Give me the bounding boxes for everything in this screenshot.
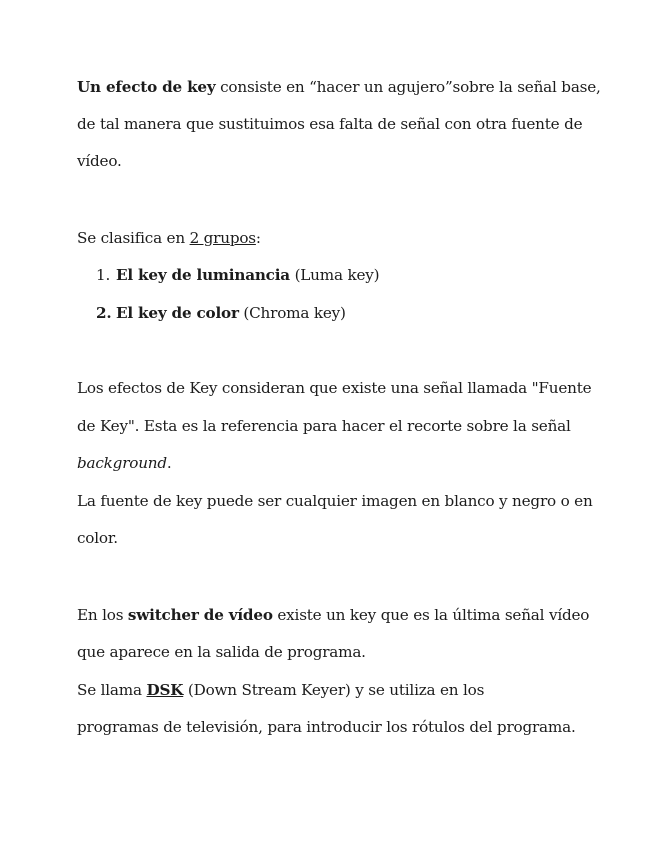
classification-intro bbox=[77, 228, 261, 248]
classification-prefix: Se clasifica en bbox=[77, 229, 190, 247]
list-item bbox=[96, 265, 379, 285]
paragraph3-line4: programas de televisión, para introducir los rótulos del programa. bbox=[77, 718, 576, 736]
paragraph3-line1-prefix: En los bbox=[77, 606, 128, 624]
paragraph1-line1 bbox=[77, 77, 601, 97]
classification-groups: 2 grupos bbox=[189, 229, 256, 247]
paragraph2-line1: Los efectos de Key consideran que existe una señal llamada "Fuente bbox=[77, 379, 592, 397]
paragraph3-line1-rest: existe un key que es la última señal vídeo bbox=[272, 606, 590, 624]
list-item-number: 1. bbox=[96, 266, 111, 284]
list-item-rest: (Luma key) bbox=[289, 266, 380, 284]
paragraph1-line3: vídeo. bbox=[77, 152, 122, 170]
paragraph2-line5: color. bbox=[77, 529, 118, 547]
classification-suffix: : bbox=[255, 229, 261, 247]
paragraph3-line3-rest: (Down Stream Keyer) y se utiliza en los bbox=[183, 681, 485, 699]
paragraph2-line2: de Key". Esta es la referencia para hacer el recorte sobre la señal bbox=[77, 417, 571, 435]
paragraph3-line1 bbox=[77, 605, 589, 625]
paragraph2-line4: La fuente de key puede ser cualquier imagen en blanco y negro o en bbox=[77, 492, 593, 510]
key-effect-term: Un efecto de key bbox=[77, 78, 216, 96]
paragraph1-line1-rest: consiste en “hacer un agujero”sobre la señal base, bbox=[215, 78, 601, 96]
background-term: background bbox=[77, 454, 167, 472]
list-item-number: 2. bbox=[96, 304, 112, 322]
paragraph3-line3 bbox=[77, 680, 484, 700]
list-item-term: El key de luminancia bbox=[116, 266, 290, 284]
dsk-term: DSK bbox=[146, 681, 184, 699]
paragraph2-line3-rest: . bbox=[166, 454, 172, 472]
switcher-term: switcher de vídeo bbox=[127, 606, 273, 624]
list-item bbox=[96, 303, 346, 323]
paragraph1-line2: de tal manera que sustituimos esa falta de señal con otra fuente de bbox=[77, 115, 583, 133]
paragraph3-line3-prefix: Se llama bbox=[77, 681, 147, 699]
list-item-rest: (Chroma key) bbox=[238, 304, 346, 322]
list-item-term: El key de color bbox=[116, 304, 239, 322]
paragraph2-line3 bbox=[77, 453, 172, 473]
paragraph3-line2: que aparece en la salida de programa. bbox=[77, 643, 366, 661]
